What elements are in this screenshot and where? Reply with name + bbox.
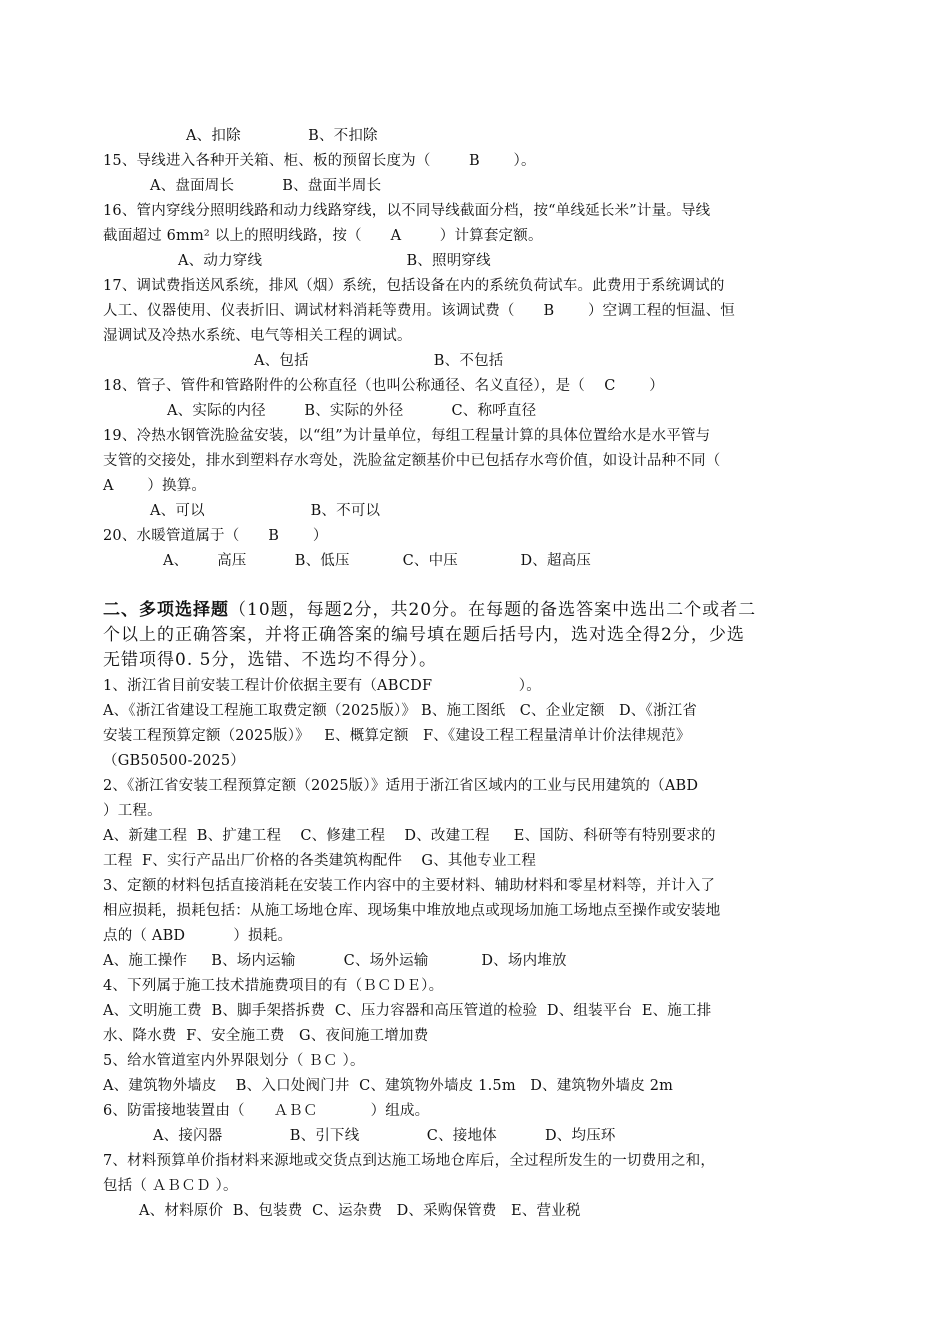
section-instructions-line1: （10题，每题2分，共20分。在每题的备选答案中选出二个或者二 (229, 600, 757, 620)
m3-text-line2: 相应损耗，损耗包括：从施工场地仓库、现场集中堆放地点或现场加施工场地点至操作或安装地 (103, 903, 721, 919)
m1-options-line2: 安装工程预算定额（2025版）》 E、概算定额 F、《建设工程工程量清单计价法律规范》 (103, 728, 691, 744)
m7-text-line1: 7、材料预算单价指材料来源地或交货点到达施工场地仓库后，全过程所发生的一切费用之和， (103, 1153, 716, 1169)
m2-options-line2: 工程 F、实行产品出厂价格的各类建筑构配件 G、其他专业工程 (103, 853, 537, 869)
q18-text: 18、管子、管件和管路附件的公称直径（也叫公称通径、名义直径），是（ C ） (103, 378, 664, 394)
section-heading: 二、多项选择题 (103, 600, 229, 620)
section-instructions-line3: 无错项得0. 5分，选错、不选均不得分）。 (103, 650, 437, 670)
m6-text: 6、防雷接地装置由（ ＡＢＣ ）组成。 (103, 1103, 430, 1119)
q19-text-line2: 支管的交接处，排水到塑料存水弯处，洗脸盆定额基价中已包括存水弯价值，如设计品种不同（ (103, 453, 721, 469)
q17-options: A、包括 B、不包括 (254, 353, 504, 369)
m5-text: 5、给水管道室内外界限划分（ ＢＣ ）。 (103, 1053, 365, 1069)
q14-options: A、扣除 B、不扣除 (186, 128, 378, 144)
q16-options: A、动力穿线 B、照明穿线 (178, 253, 491, 269)
m1-options-line1: A、《浙江省建设工程施工取费定额（2025版）》 B、施工图纸 C、企业定额 D、《浙江省 (103, 703, 698, 719)
m4-options-line2: 水、降水费 F、安全施工费 G、夜间施工增加费 (103, 1028, 429, 1044)
m5-options: A、建筑物外墙皮 B、入口处阀门井 C、建筑物外墙皮 1.5m D、建筑物外墙皮 2m (103, 1078, 674, 1094)
q18-options: A、实际的内径 B、实际的外径 C、称呼直径 (167, 403, 537, 419)
q19-text-line3: A ）换算。 (103, 478, 207, 494)
q15-options: A、盘面周长 B、盘面半周长 (150, 178, 382, 194)
m3-options: A、施工操作 B、场内运输 C、场外运输 D、场内堆放 (103, 953, 567, 969)
q20-text: 20、水暖管道属于（ B ） (103, 528, 328, 544)
m3-text-line1: 3、定额的材料包括直接消耗在安装工作内容中的主要材料、辅助材料和零星材料等，并计入了 (103, 878, 716, 894)
section-instructions-line2: 个以上的正确答案，并将正确答案的编号填在题后括号内，选对选全得2分，少选 (103, 625, 745, 645)
m4-options-line1: A、文明施工费 B、脚手架搭拆费 C、压力容器和高压管道的检验 D、组装平台 E、施工排 (103, 1003, 712, 1019)
m2-text-line1: 2、《浙江省安装工程预算定额（2025版）》适用于浙江省区域内的工业与民用建筑的（ABD (103, 778, 699, 794)
m2-text-line2: ）工程。 (103, 803, 162, 819)
section-heading-line1 (103, 600, 756, 620)
q17-text-line2: 人工、仪器使用、仪表折旧、调试材料消耗等费用。该调试费（ B ）空调工程的恒温、恒 (103, 303, 735, 319)
q15-text: 15、导线进入各种开关箱、柜、板的预留长度为（ B ）。 (103, 153, 536, 169)
m4-text: 4、下列属于施工技术措施费项目的有（ＢＣＤＥ）。 (103, 978, 444, 994)
q16-text-line2: 截面超过 6mm² 以上的照明线路，按（ A ）计算套定额。 (103, 228, 543, 244)
m7-options: A、材料原价 B、包装费 C、运杂费 D、采购保管费 E、营业税 (139, 1203, 581, 1219)
m2-options-line1: A、新建工程 B、扩建工程 C、修建工程 D、改建工程 E、国防、科研等有特别要求的 (103, 828, 716, 844)
q17-text-line1: 17、调试费指送风系统，排风（烟）系统，包括设备在内的系统负荷试车。此费用于系统调试的 (103, 278, 725, 294)
m6-options: A、接闪器 B、引下线 C、接地体 D、均压环 (153, 1128, 616, 1144)
m1-options-line3: （GB50500-2025） (103, 753, 245, 769)
m3-text-line3: 点的（ ABD ）损耗。 (103, 928, 293, 944)
m1-text: 1、浙江省目前安装工程计价依据主要有（ABCDF ）。 (103, 678, 541, 694)
q17-text-line3: 湿调试及冷热水系统、电气等相关工程的调试。 (103, 328, 412, 344)
q16-text-line1: 16、管内穿线分照明线路和动力线路穿线，以不同导线截面分档，按“单线延长米”计量。导线 (103, 203, 711, 219)
q19-options: A、可以 B、不可以 (150, 503, 381, 519)
q19-text-line1: 19、冷热水钢管洗脸盆安装，以“组”为计量单位，每组工程量计算的具体位置给水是水平管与 (103, 428, 711, 444)
m7-text-line2: 包括（ ＡＢＣＤ ）。 (103, 1178, 238, 1194)
q20-options: A、 高压 B、低压 C、中压 D、超高压 (163, 553, 592, 569)
